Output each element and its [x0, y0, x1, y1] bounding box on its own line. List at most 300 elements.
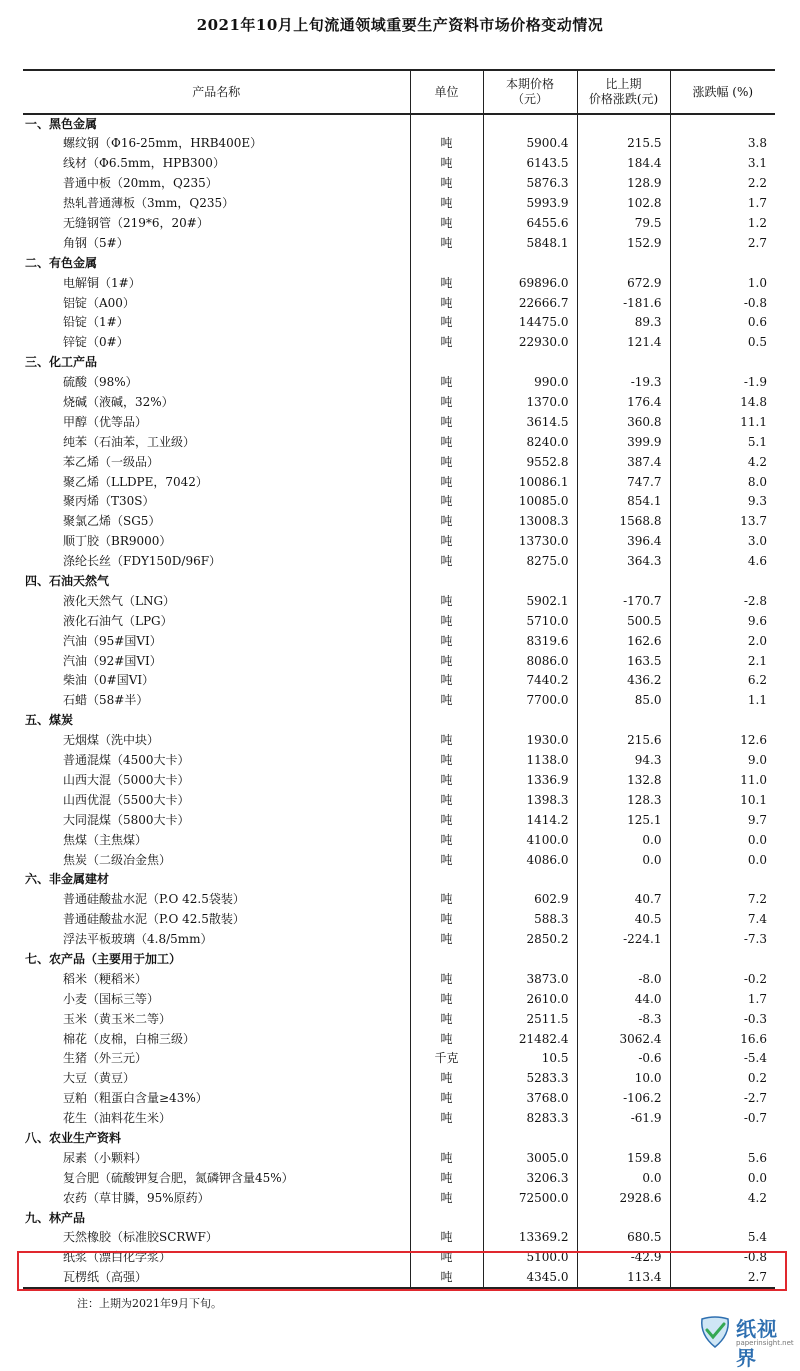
category-change: [577, 711, 670, 731]
unit-cell: 吨: [410, 333, 483, 353]
product-name: 玉米（黄玉米二等）: [63, 1011, 172, 1026]
table-row: [23, 313, 775, 333]
price-cell: 5876.3: [483, 174, 577, 194]
pct-cell: 1.1: [670, 691, 775, 711]
change-cell: 0.0: [577, 850, 670, 870]
price-cell: 3614.5: [483, 412, 577, 432]
category-name: 七、农产品（主要用于加工）: [25, 951, 182, 966]
table-row: [23, 989, 775, 1009]
product-name: 天然橡胶（标准胶SCRWF）: [63, 1230, 218, 1245]
change-cell: 436.2: [577, 671, 670, 691]
product-name: 无缝钢管（219*6，20#）: [63, 216, 209, 230]
unit-cell: 吨: [410, 591, 483, 611]
change-cell: -8.0: [577, 969, 670, 989]
watermark-url: paperinsight.net: [736, 1339, 794, 1347]
unit-cell: 吨: [410, 1148, 483, 1168]
price-cell: 13369.2: [483, 1228, 577, 1248]
pct-cell: -1.9: [670, 373, 775, 393]
price-cell: 5283.3: [483, 1069, 577, 1089]
category-change: [577, 950, 670, 970]
table-row: [23, 432, 775, 452]
change-cell: 85.0: [577, 691, 670, 711]
table-row: [23, 512, 775, 532]
pct-cell: -0.8: [670, 293, 775, 313]
category-pct: [670, 870, 775, 890]
category-price: [483, 870, 577, 890]
product-name: 液化天然气（LNG）: [63, 593, 176, 608]
pct-cell: -0.2: [670, 969, 775, 989]
table-row: [23, 214, 775, 234]
table-row: [23, 1228, 775, 1248]
product-name: 苯乙烯（一级品）: [63, 454, 160, 469]
pct-cell: 3.0: [670, 532, 775, 552]
change-cell: 40.7: [577, 890, 670, 910]
change-cell: 40.5: [577, 910, 670, 930]
product-name: 聚氯乙烯（SG5）: [63, 514, 161, 529]
unit-cell: 吨: [410, 890, 483, 910]
category-unit: [410, 950, 483, 970]
table-row: [23, 194, 775, 214]
header-price: [483, 70, 577, 114]
pct-cell: -0.8: [670, 1248, 775, 1268]
product-name: 棉花（皮棉，白棉三级）: [63, 1031, 196, 1046]
price-cell: 5902.1: [483, 591, 577, 611]
unit-cell: 吨: [410, 651, 483, 671]
table-row: [23, 273, 775, 293]
table-row: [23, 890, 775, 910]
change-cell: 162.6: [577, 631, 670, 651]
header-name: 产品名称: [23, 70, 410, 114]
category-pct: [670, 114, 775, 134]
table-row: [23, 691, 775, 711]
category-pct: [670, 572, 775, 592]
pct-cell: 2.0: [670, 631, 775, 651]
unit-cell: 吨: [410, 492, 483, 512]
price-cell: 10.5: [483, 1049, 577, 1069]
page-title: 2021年10月上旬流通领域重要生产资料市场价格变动情况: [196, 16, 604, 34]
price-cell: 2511.5: [483, 1009, 577, 1029]
table-row: [23, 333, 775, 353]
pct-cell: -0.7: [670, 1109, 775, 1129]
pct-cell: 0.0: [670, 830, 775, 850]
price-cell: 1930.0: [483, 731, 577, 751]
unit-cell: 吨: [410, 989, 483, 1009]
product-name: 汽油（95#国VI）: [63, 633, 162, 648]
price-cell: 1398.3: [483, 790, 577, 810]
pct-cell: 5.4: [670, 1228, 775, 1248]
unit-cell: 吨: [410, 930, 483, 950]
change-cell: 747.7: [577, 472, 670, 492]
pct-cell: 2.7: [670, 233, 775, 253]
category-name: 一、黑色金属: [25, 117, 98, 131]
category-name: 二、有色金属: [25, 255, 98, 270]
change-cell: 184.4: [577, 154, 670, 174]
change-cell: -8.3: [577, 1009, 670, 1029]
product-name: 纸浆（漂白化学浆）: [63, 1250, 172, 1265]
product-name: 纯苯（石油苯，工业级）: [63, 434, 196, 449]
change-cell: 0.0: [577, 1168, 670, 1188]
unit-cell: 吨: [410, 273, 483, 293]
product-name: 普通中板（20mm，Q235）: [63, 176, 218, 191]
price-cell: 1370.0: [483, 393, 577, 413]
change-cell: 152.9: [577, 233, 670, 253]
unit-cell: 吨: [410, 771, 483, 791]
pct-cell: 3.8: [670, 134, 775, 154]
category-name: 八、农业生产资料: [25, 1130, 122, 1145]
product-name: 铅锭（1#）: [63, 315, 129, 330]
category-row: [23, 711, 775, 731]
product-name: 聚丙烯（T30S）: [63, 494, 155, 509]
product-name: 液化石油气（LPG）: [63, 613, 173, 628]
price-cell: 2610.0: [483, 989, 577, 1009]
product-name: 浮法平板玻璃（4.8/5mm）: [63, 932, 213, 947]
pct-cell: 6.2: [670, 671, 775, 691]
pct-cell: 9.0: [670, 751, 775, 771]
price-cell: 602.9: [483, 890, 577, 910]
price-cell: 588.3: [483, 910, 577, 930]
unit-cell: 吨: [410, 830, 483, 850]
change-cell: 360.8: [577, 412, 670, 432]
pct-cell: 7.2: [670, 890, 775, 910]
product-name: 大豆（黄豆）: [63, 1071, 136, 1086]
change-cell: 176.4: [577, 393, 670, 413]
unit-cell: 吨: [410, 412, 483, 432]
price-cell: 1336.9: [483, 771, 577, 791]
pct-cell: -2.8: [670, 591, 775, 611]
price-cell: 3206.3: [483, 1168, 577, 1188]
product-name: 涤纶长丝（FDY150D/96F）: [63, 554, 222, 569]
header-change-text: 比上期 价格涨跌(元): [588, 77, 659, 106]
change-cell: 125.1: [577, 810, 670, 830]
price-cell: 22930.0: [483, 333, 577, 353]
unit-cell: 吨: [410, 214, 483, 234]
pct-cell: 2.7: [670, 1268, 775, 1288]
unit-cell: 吨: [410, 154, 483, 174]
product-name: 顺丁胶（BR9000）: [63, 534, 172, 549]
price-cell: 8240.0: [483, 432, 577, 452]
unit-cell: 吨: [410, 174, 483, 194]
pct-cell: 11.1: [670, 412, 775, 432]
category-unit: [410, 253, 483, 273]
unit-cell: 吨: [410, 452, 483, 472]
category-change: [577, 1208, 670, 1228]
product-name: 小麦（国标三等）: [63, 991, 160, 1006]
table-row: [23, 830, 775, 850]
table-row: [23, 1029, 775, 1049]
price-cell: 7700.0: [483, 691, 577, 711]
table-row: [23, 373, 775, 393]
pct-cell: 0.2: [670, 1069, 775, 1089]
unit-cell: 吨: [410, 512, 483, 532]
table-row: [23, 671, 775, 691]
unit-cell: 千克: [410, 1049, 483, 1069]
pct-cell: 5.6: [670, 1148, 775, 1168]
table-row: [23, 1148, 775, 1168]
pct-cell: 0.0: [670, 1168, 775, 1188]
price-cell: 990.0: [483, 373, 577, 393]
category-price: [483, 253, 577, 273]
table-row: [23, 651, 775, 671]
table-row: [23, 771, 775, 791]
category-row: [23, 870, 775, 890]
price-cell: 9552.8: [483, 452, 577, 472]
price-cell: 69896.0: [483, 273, 577, 293]
product-name: 焦炭（二级冶金焦）: [63, 852, 172, 867]
change-cell: 132.8: [577, 771, 670, 791]
category-price: [483, 711, 577, 731]
product-name: 普通混煤（4500大卡）: [63, 753, 190, 768]
change-cell: 121.4: [577, 333, 670, 353]
unit-cell: 吨: [410, 969, 483, 989]
change-cell: 163.5: [577, 651, 670, 671]
change-cell: 94.3: [577, 751, 670, 771]
pct-cell: 9.7: [670, 810, 775, 830]
table-row: [23, 452, 775, 472]
product-name: 山西大混（5000大卡）: [63, 772, 190, 787]
product-name: 螺纹钢（Φ16-25mm，HRB400E）: [63, 136, 263, 151]
table-row: [23, 631, 775, 651]
price-cell: 5900.4: [483, 134, 577, 154]
change-cell: -170.7: [577, 591, 670, 611]
unit-cell: 吨: [410, 194, 483, 214]
table-row: [23, 969, 775, 989]
pct-cell: 12.6: [670, 731, 775, 751]
unit-cell: 吨: [410, 134, 483, 154]
change-cell: 396.4: [577, 532, 670, 552]
table-row: [23, 1049, 775, 1069]
price-cell: 2850.2: [483, 930, 577, 950]
unit-cell: 吨: [410, 691, 483, 711]
change-cell: 215.5: [577, 134, 670, 154]
price-cell: 22666.7: [483, 293, 577, 313]
category-pct: [670, 253, 775, 273]
price-cell: 3005.0: [483, 1148, 577, 1168]
pct-cell: 14.8: [670, 393, 775, 413]
unit-cell: 吨: [410, 233, 483, 253]
unit-cell: 吨: [410, 850, 483, 870]
category-name: 四、石油天然气: [25, 574, 110, 589]
change-cell: 10.0: [577, 1069, 670, 1089]
product-name: 锌锭（0#）: [63, 335, 129, 350]
table-row: [23, 611, 775, 631]
pct-cell: -5.4: [670, 1049, 775, 1069]
unit-cell: 吨: [410, 631, 483, 651]
table-row: [23, 1109, 775, 1129]
watermark: [698, 1313, 798, 1370]
unit-cell: 吨: [410, 1268, 483, 1288]
unit-cell: 吨: [410, 552, 483, 572]
pct-cell: 3.1: [670, 154, 775, 174]
product-name: 铝锭（A00）: [63, 295, 135, 310]
table-row: [23, 930, 775, 950]
change-cell: 113.4: [577, 1268, 670, 1288]
change-cell: 672.9: [577, 273, 670, 293]
change-cell: -106.2: [577, 1089, 670, 1109]
category-row: [23, 950, 775, 970]
price-cell: 72500.0: [483, 1188, 577, 1208]
product-name: 角钢（5#）: [63, 235, 129, 250]
price-cell: 5100.0: [483, 1248, 577, 1268]
pct-cell: 4.6: [670, 552, 775, 572]
product-name: 甲醇（优等品）: [63, 414, 148, 429]
change-cell: 680.5: [577, 1228, 670, 1248]
unit-cell: 吨: [410, 432, 483, 452]
table-row: [23, 472, 775, 492]
table-row: [23, 412, 775, 432]
unit-cell: 吨: [410, 1168, 483, 1188]
product-name: 农药（草甘膦，95%原药）: [63, 1190, 210, 1205]
price-cell: 4100.0: [483, 830, 577, 850]
unit-cell: 吨: [410, 611, 483, 631]
change-cell: 0.0: [577, 830, 670, 850]
unit-cell: 吨: [410, 532, 483, 552]
table-row: [23, 850, 775, 870]
pct-cell: 10.1: [670, 790, 775, 810]
category-row: [23, 253, 775, 273]
change-cell: -42.9: [577, 1248, 670, 1268]
header-price-text: 本期价格 （元）: [505, 77, 554, 106]
category-pct: [670, 1208, 775, 1228]
category-unit: [410, 711, 483, 731]
change-cell: 79.5: [577, 214, 670, 234]
table-row: [23, 731, 775, 751]
pct-cell: 4.2: [670, 1188, 775, 1208]
product-name: 线材（Φ6.5mm，HPB300）: [63, 156, 225, 171]
unit-cell: 吨: [410, 313, 483, 333]
price-cell: 3873.0: [483, 969, 577, 989]
unit-cell: 吨: [410, 1009, 483, 1029]
price-cell: 13730.0: [483, 532, 577, 552]
change-cell: 89.3: [577, 313, 670, 333]
header-change: [577, 70, 670, 114]
change-cell: 364.3: [577, 552, 670, 572]
table-row: [23, 1089, 775, 1109]
product-name: 生猪（外三元）: [63, 1051, 148, 1066]
table-row: [23, 1248, 775, 1268]
product-name: 普通硅酸盐水泥（P.O 42.5散装）: [63, 912, 245, 927]
pct-cell: 2.2: [670, 174, 775, 194]
change-cell: -61.9: [577, 1109, 670, 1129]
price-cell: 8275.0: [483, 552, 577, 572]
change-cell: 215.6: [577, 731, 670, 751]
price-cell: 4345.0: [483, 1268, 577, 1288]
pct-cell: 1.7: [670, 989, 775, 1009]
price-cell: 5848.1: [483, 233, 577, 253]
header-unit: 单位: [410, 70, 483, 114]
category-unit: [410, 870, 483, 890]
price-cell: 4086.0: [483, 850, 577, 870]
pct-cell: 5.1: [670, 432, 775, 452]
price-cell: 10085.0: [483, 492, 577, 512]
unit-cell: 吨: [410, 1069, 483, 1089]
category-change: [577, 1129, 670, 1149]
change-cell: 102.8: [577, 194, 670, 214]
product-name: 硫酸（98%）: [63, 375, 138, 390]
pct-cell: 0.6: [670, 313, 775, 333]
pct-cell: 13.7: [670, 512, 775, 532]
table-row: [23, 492, 775, 512]
unit-cell: 吨: [410, 1228, 483, 1248]
change-cell: -224.1: [577, 930, 670, 950]
category-row: [23, 1208, 775, 1228]
table-body: [23, 114, 775, 1288]
price-cell: 5710.0: [483, 611, 577, 631]
category-name: 三、化工产品: [25, 355, 98, 370]
category-price: [483, 1129, 577, 1149]
category-unit: [410, 1129, 483, 1149]
category-pct: [670, 1129, 775, 1149]
change-cell: 387.4: [577, 452, 670, 472]
product-name: 大同混煤（5800大卡）: [63, 812, 190, 827]
category-price: [483, 353, 577, 373]
pct-cell: 9.3: [670, 492, 775, 512]
table-row: [23, 293, 775, 313]
unit-cell: 吨: [410, 671, 483, 691]
product-name: 柴油（0#国VI）: [63, 673, 155, 688]
unit-cell: 吨: [410, 293, 483, 313]
change-cell: 128.9: [577, 174, 670, 194]
change-cell: -0.6: [577, 1049, 670, 1069]
change-cell: -181.6: [577, 293, 670, 313]
category-change: [577, 253, 670, 273]
unit-cell: 吨: [410, 751, 483, 771]
category-price: [483, 950, 577, 970]
price-cell: 6455.6: [483, 214, 577, 234]
price-cell: 8319.6: [483, 631, 577, 651]
category-name: 九、林产品: [25, 1210, 86, 1225]
product-name: 花生（油料花生米）: [63, 1111, 172, 1126]
category-unit: [410, 353, 483, 373]
product-name: 稻米（粳稻米）: [63, 971, 148, 986]
table-row: [23, 532, 775, 552]
category-price: [483, 572, 577, 592]
product-name: 复合肥（硫酸钾复合肥，氮磷钾含量45%）: [63, 1170, 294, 1185]
table-row: [23, 810, 775, 830]
unit-cell: 吨: [410, 393, 483, 413]
change-cell: -19.3: [577, 373, 670, 393]
table-row: [23, 591, 775, 611]
unit-cell: 吨: [410, 373, 483, 393]
price-cell: 8283.3: [483, 1109, 577, 1129]
table-row: [23, 1268, 775, 1288]
unit-cell: 吨: [410, 1109, 483, 1129]
table-row: [23, 790, 775, 810]
product-name: 焦煤（主焦煤）: [63, 832, 148, 847]
product-name: 电解铜（1#）: [63, 275, 141, 290]
category-name: 五、煤炭: [25, 713, 74, 728]
unit-cell: 吨: [410, 1089, 483, 1109]
table-row: [23, 393, 775, 413]
price-cell: 3768.0: [483, 1089, 577, 1109]
table-row: [23, 910, 775, 930]
change-cell: 44.0: [577, 989, 670, 1009]
category-row: [23, 114, 775, 134]
category-unit: [410, 1208, 483, 1228]
product-name: 无烟煤（洗中块）: [63, 733, 160, 748]
product-name: 石蜡（58#半）: [63, 693, 149, 708]
category-pct: [670, 711, 775, 731]
pct-cell: 16.6: [670, 1029, 775, 1049]
unit-cell: 吨: [410, 810, 483, 830]
pct-cell: 2.1: [670, 651, 775, 671]
category-pct: [670, 950, 775, 970]
pct-cell: -0.3: [670, 1009, 775, 1029]
pct-cell: 11.0: [670, 771, 775, 791]
change-cell: 854.1: [577, 492, 670, 512]
category-change: [577, 572, 670, 592]
table-row: [23, 174, 775, 194]
category-row: [23, 572, 775, 592]
